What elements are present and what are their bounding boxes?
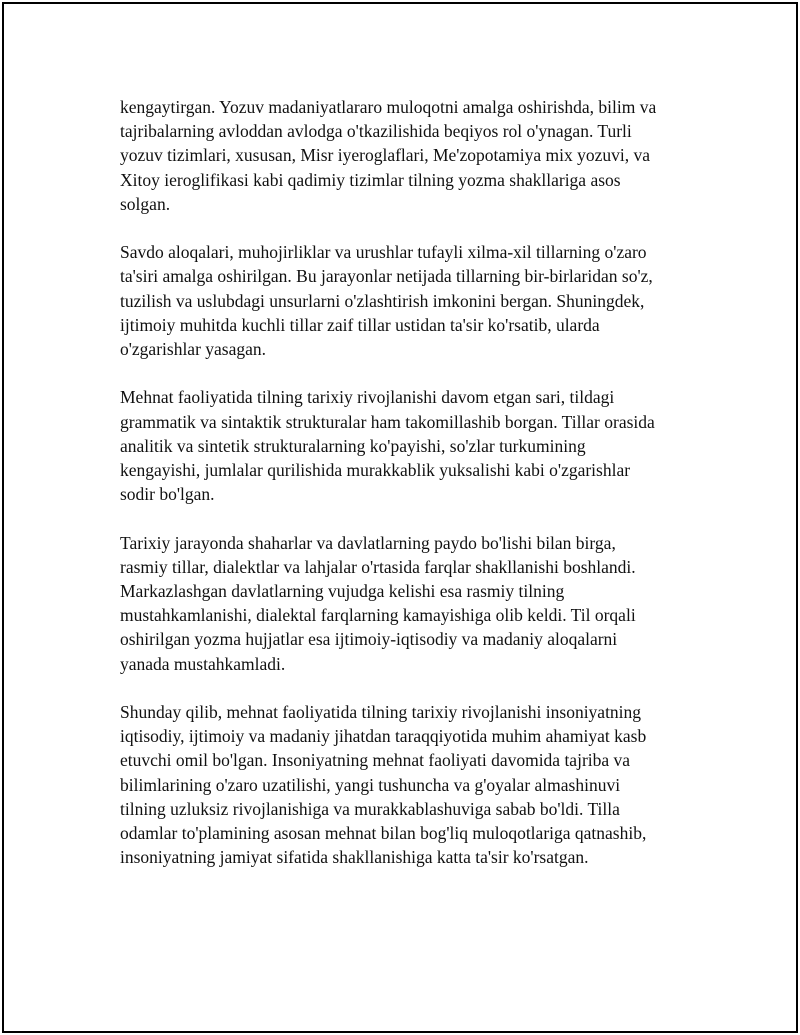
document-body xyxy=(120,95,700,894)
text-line: rasmiy tillar, dialektlar va lahjalar o'rtasida farqlar shakllanishi boshlandi. xyxy=(120,556,636,577)
paragraph-1 xyxy=(120,95,700,216)
text-line: tajribalarning avloddan avlodga o'tkazilishida beqiyos rol o'ynagan. Turli xyxy=(120,121,632,142)
paragraph-2 xyxy=(120,240,700,361)
text-line: ta'siri amalga oshirilgan. Bu jarayonlar netijada tillarning bir-birlaridan so'z, xyxy=(120,266,653,287)
text-line: Xitoy ieroglifikasi kabi qadimiy tizimlar tilning yozma shakllariga asos xyxy=(120,169,621,190)
text-line: odamlar to'plamining asosan mehnat bilan bog'liq muloqotlariga qatnashib, xyxy=(120,823,647,844)
text-line: bilimlarining o'zaro uzatilishi, yangi tushuncha va g'oyalar almashinuvi xyxy=(120,774,621,795)
text-line: grammatik va sintaktik strukturalar ham takomillashib borgan. Tillar orasida xyxy=(120,411,655,432)
text-line: ijtimoiy muhitda kuchli tillar zaif tillar ustidan ta'sir ko'rsatib, ularda xyxy=(120,314,600,335)
text-line: tuzilish va uslubdagi unsurlarni o'zlashtirish imkonini bergan. Shuningdek, xyxy=(120,290,645,311)
text-line: yanada mustahkamladi. xyxy=(120,653,286,674)
text-line: analitik va sintetik strukturalarning ko'payishi, so'zlar turkumining xyxy=(120,435,586,456)
text-line: etuvchi omil bo'lgan. Insoniyatning mehnat faoliyati davomida tajriba va xyxy=(120,750,631,771)
text-line: insoniyatning jamiyat sifatida shakllanishiga katta ta'sir ko'rsatgan. xyxy=(120,847,589,868)
text-line: oshirilgan yozma hujjatlar esa ijtimoiy-iqtisodiy va madaniy aloqalarni xyxy=(120,629,618,650)
text-line: Savdo aloqalari, muhojirliklar va urushlar tufayli xilma-xil tillarning o'zaro xyxy=(120,242,647,263)
text-line: solgan. xyxy=(120,193,171,214)
page-frame xyxy=(2,2,798,1033)
paragraph-5 xyxy=(120,700,700,869)
text-line: sodir bo'lgan. xyxy=(120,484,215,505)
text-line: iqtisodiy, ijtimoiy va madaniy jihatdan taraqqiyotida muhim ahamiyat kasb xyxy=(120,726,647,747)
text-line: kengaytirgan. Yozuv madaniyatlararo muloqotni amalga oshirishda, bilim va xyxy=(120,97,657,117)
text-line: yozuv tizimlari, xususan, Misr iyeroglaflari, Me'zopotamiya mix yozuvi, va xyxy=(120,145,650,166)
text-line: o'zgarishlar yasagan. xyxy=(120,339,267,360)
text-line: mustahkamlanishi, dialektal farqlarning kamayishiga olib keldi. Til orqali xyxy=(120,605,636,626)
paragraph-3 xyxy=(120,385,700,506)
text-line: Tarixiy jarayonda shaharlar va davlatlarning paydo bo'lishi bilan birga, xyxy=(120,532,616,553)
text-line: Shunday qilib, mehnat faoliyatida tilning tarixiy rivojlanishi insoniyatning xyxy=(120,702,642,723)
text-line: Markazlashgan davlatlarning vujudga kelishi esa rasmiy tilning xyxy=(120,581,565,602)
text-line: kengayishi, jumlalar qurilishida murakkablik yuksalishi kabi o'zgarishlar xyxy=(120,460,631,481)
paragraph-4 xyxy=(120,531,700,676)
text-line: tilning uzluksiz rivojlanishiga va murakkablashuviga sabab bo'ldi. Tilla xyxy=(120,798,620,819)
text-line: Mehnat faoliyatida tilning tarixiy rivojlanishi davom etgan sari, tildagi xyxy=(120,387,615,408)
